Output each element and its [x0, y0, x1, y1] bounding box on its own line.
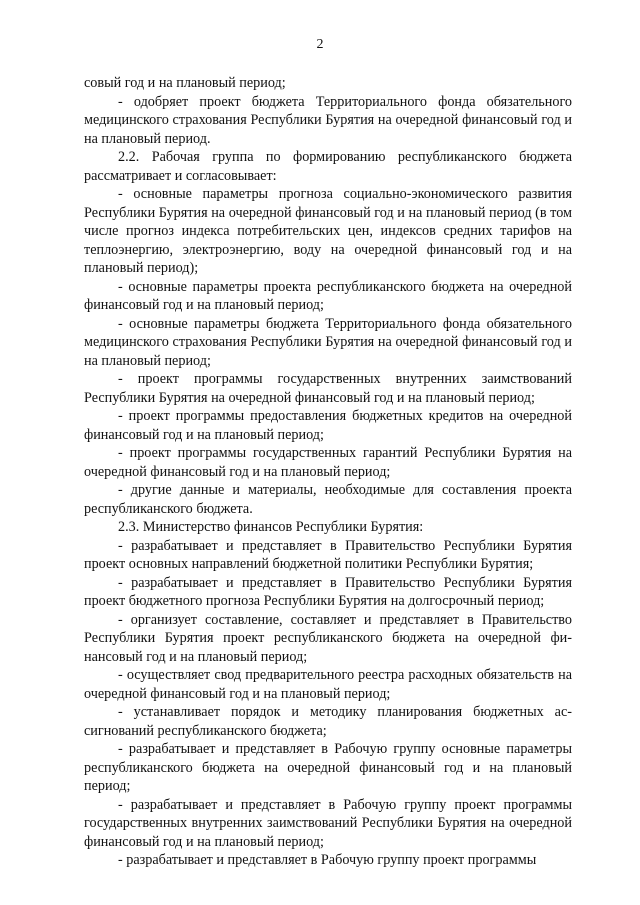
paragraph: - разрабатывает и представляет в Рабочую группу проект программы — [118, 852, 537, 868]
page-number: 2 — [316, 37, 324, 52]
paragraph: 2.2. Рабочая группа по формированию республиканского бюджета рассматривает и согласовывает: — [84, 149, 572, 184]
paragraph: - организует составление, составляет и представляет в Правительство Республики Бурятия проект республиканского бюджета на очередной финансовый год и на плановый период; — [84, 611, 572, 665]
document-body — [84, 74, 572, 870]
paragraph: - проект программы государственных внутренних заимствований Республики Бурятия на очередной финансовый год и на плановый период; — [84, 371, 572, 406]
paragraph: совый год и на плановый период; — [84, 75, 286, 91]
paragraph: - осуществляет свод предварительного реестра расходных обязательств на очередной финансовый год и на плановый период; — [84, 667, 572, 702]
paragraph: - одобряет проект бюджета Территориального фонда обязательного медицинского страхования Республики Бурятия на очередной финансовый год и на плановый период. — [84, 93, 572, 147]
paragraph: - проект программы предоставления бюджетных кредитов на очередной финансовый год и на плановый период; — [84, 408, 572, 443]
paragraph: - другие данные и материалы, необходимые для составления проекта республиканского бюджета. — [84, 482, 572, 517]
paragraph: - разрабатывает и представляет в Правительство Республики Бурятия проект основных направлений бюджетной политики Республики Бурятия; — [84, 537, 572, 572]
paragraph: 2.3. Министерство финансов Республики Бурятия: — [118, 519, 424, 535]
paragraph: - основные параметры проекта республиканского бюджета на очередной финансовый год и на плановый период; — [84, 278, 572, 313]
paragraph: - основные параметры бюджета Территориального фонда обязательного медицинского страхования Республики Бурятия на очередной финансовый год и на плановый период; — [84, 315, 572, 369]
paragraph: - разрабатывает и представляет в Правительство Республики Бурятия проект бюджетного прогноза Республики Бурятия на долгосрочный период; — [84, 574, 572, 609]
paragraph: - разрабатывает и представляет в Рабочую группу основные параметры республиканского бюджета на очередной финансовый год и на плановый период; — [84, 741, 572, 794]
paragraph: - устанавливает порядок и методику планирования бюджетных ассигнований республиканского бюджета; — [84, 704, 572, 739]
paragraph: - проект программы государственных гарантий Республики Бурятия на очередной финансовый год и на плановый период; — [84, 445, 572, 480]
paragraph: - разрабатывает и представляет в Рабочую группу проект программы государственных внутренних заимствований Республики Бурятия на очередной финансовый год и на плановый период; — [84, 796, 572, 850]
paragraph: - основные параметры прогноза социально-экономического развития Республики Бурятия на очередной финансовый год и на плановый период (в том числе прогноз индекса потребительских цен, индексов средних тарифов на теплоэнергию, электроэнергию, воду на очередной финансовый год и на плановый период); — [84, 186, 572, 276]
